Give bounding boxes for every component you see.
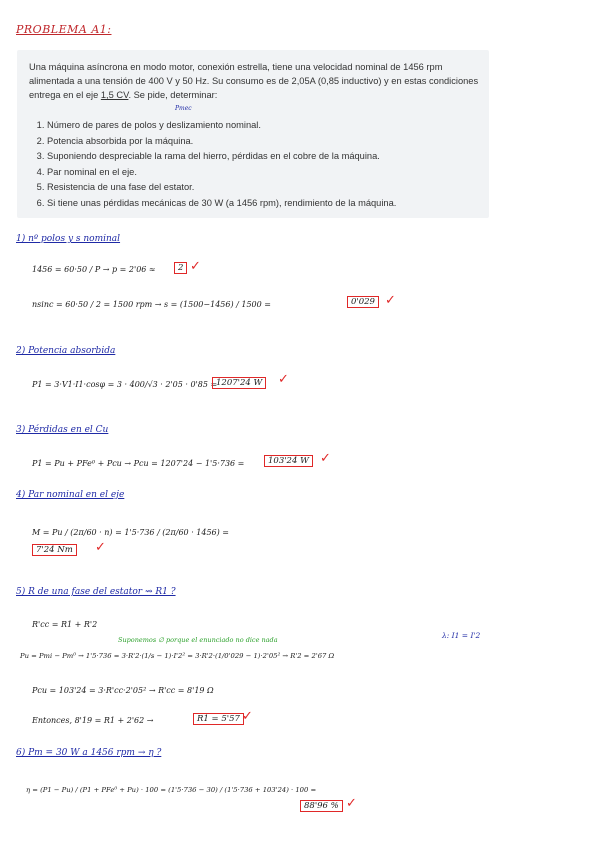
s5-green-note: Suponemos ∅ porque el enunciado no dice nada (118, 636, 278, 644)
question-list (29, 118, 497, 211)
section-4-heading: 4) Par nominal en el eje (16, 490, 125, 500)
section-5-heading: 5) R de una fase del estator ⇝ R1 ? (16, 587, 176, 597)
s3-equation-1: P1 = Pu + PFe⁰ + Pcu → Pcu = 1207'24 − 1'5·736 = (32, 459, 245, 468)
s5-equation-4: Entonces, 8'19 = R1 + 2'62 → (32, 716, 154, 725)
check-icon: ✓ (190, 259, 201, 274)
check-icon: ✓ (242, 709, 253, 724)
check-icon: ✓ (320, 451, 331, 466)
check-icon: ✓ (278, 372, 289, 387)
s6-result-1: 88'96 % (300, 800, 343, 812)
s5-equation-2: Pu = Pmi − Pm⁰ → 1'5·736 = 3·R'2·(1/s − 1)·I'2² = 3·R'2·(1/0'029 − 1)·2'05² → R'2 = 2'67 Ω (20, 652, 335, 660)
question-6: 6. Si tiene unas pérdidas mecánicas de 30 W (a 1456 rpm), rendimiento de la máquina. (47, 196, 497, 212)
question-5: 5. Resistencia de una fase del estator. (47, 180, 497, 196)
s3-result-1: 103'24 W (264, 455, 313, 467)
problem-title: PROBLEMA A1: (16, 23, 112, 36)
section-3-heading: 3) Pérdidas en el Cu (16, 425, 109, 435)
s6-equation-1: η = (P1 − Pu) / (P1 + PFe⁰ + Pu) · 100 = (1'5·736 − 30) / (1'5·736 + 103'24) · 100 = (26, 786, 317, 794)
pmec-annotation: Pmec (175, 105, 192, 112)
statement-text: Una máquina asíncrona en modo motor, conexión estrella, tiene una velocidad nominal de 1456 rpm alimentada a una tensión de 400 V y 50 Hz. Su consumo es de 2,05A (0,85 inductivo) y en estas condiciones entrega en el eje 1,5 CV. Se pide, determinar: (29, 62, 479, 100)
s5-equation-1: R'cc = R1 + R'2 (32, 620, 98, 629)
section-6-heading: 6) Pm = 30 W a 1456 rpm → η ? (16, 748, 162, 758)
check-icon: ✓ (385, 293, 396, 308)
question-4: 4. Par nominal en el eje. (47, 165, 497, 181)
s4-result-1: 7'24 Nm (32, 544, 77, 556)
s5-result-1: R1 = 5'57 (193, 713, 244, 725)
check-icon: ✓ (346, 796, 357, 811)
s1-result-2: 0'029 (347, 296, 379, 308)
check-icon: ✓ (95, 540, 106, 555)
section-2-heading: 2) Potencia absorbida (16, 346, 116, 356)
section-1-heading: 1) nº polos y s nominal (16, 234, 121, 244)
question-2: 2. Potencia absorbida por la máquina. (47, 134, 497, 150)
s2-equation-1: P1 = 3·V1·I1·cosφ = 3 · 400/√3 · 2'05 · 0'85 = (32, 380, 218, 389)
s1-equation-1: 1456 = 60·50 / P → p = 2'06 ≈ (32, 265, 156, 274)
s2-result-1: 1207'24 W (212, 377, 266, 389)
question-1: 1. Número de pares de polos y deslizamiento nominal. (47, 118, 497, 134)
s5-lambda-note: λ: I1 = I'2 (442, 631, 481, 640)
question-3: 3. Suponiendo despreciable la rama del hierro, pérdidas en el cobre de la máquina. (47, 149, 497, 165)
s4-equation-1: M = Pu / (2π/60 · n) = 1'5·736 / (2π/60 · 1456) = (32, 528, 230, 537)
s1-result-1: 2 (174, 262, 187, 274)
s1-equation-2: nsinc = 60·50 / 2 = 1500 rpm → s = (1500−1456) / 1500 = (32, 300, 271, 309)
s5-equation-3: Pcu = 103'24 = 3·R'cc·2'05² → R'cc = 8'19 Ω (32, 686, 214, 695)
statement-box (17, 50, 489, 218)
